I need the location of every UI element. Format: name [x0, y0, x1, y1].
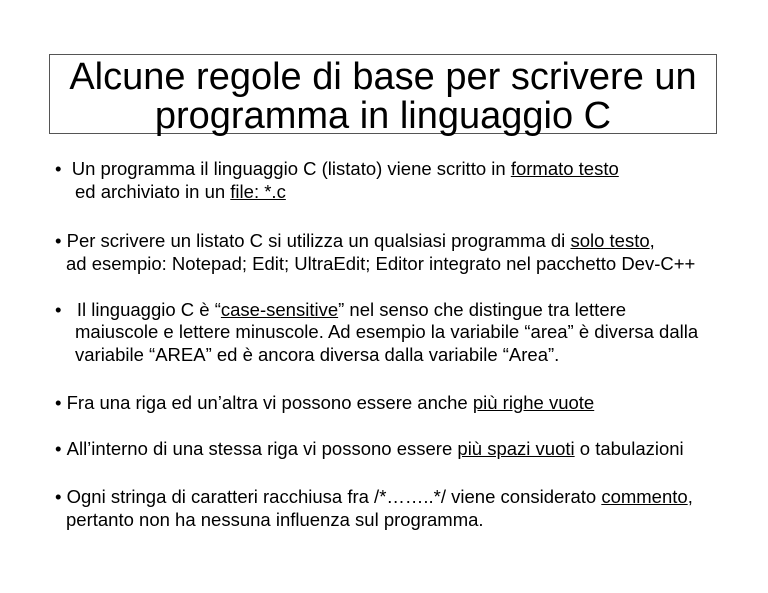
bullet-1-text-a: Un programma il linguaggio C (listato) viene scritto in	[71, 158, 511, 179]
bullet-2-text-a-post: ,	[649, 230, 655, 251]
bullet-6-line-1	[55, 486, 693, 508]
bullet-1-marker: •	[55, 158, 62, 179]
bullet-6-text-a-post: ,	[687, 486, 693, 507]
bullet-5-marker: •	[55, 438, 62, 459]
bullet-4-underline-a: più righe vuote	[472, 392, 595, 413]
bullet-5-text-a: All’interno di una stessa riga vi possono essere	[66, 438, 458, 459]
bullet-3-line-1	[55, 299, 626, 321]
bullet-2-line-2	[66, 253, 695, 275]
bullet-2-line-1	[55, 230, 655, 252]
bullet-1-line-1	[55, 158, 619, 180]
slide-title-line-1: Alcune regole di base per scrivere un	[69, 56, 697, 98]
bullet-5-text-a-post: o tabulazioni	[574, 438, 684, 459]
bullet-6-text-a: Ogni stringa di caratteri racchiusa fra /*……..*/ viene considerato	[66, 486, 602, 507]
bullet-6-line-2	[66, 509, 484, 531]
bullet-4-text-a: Fra una riga ed un’altra vi possono essere anche	[66, 392, 473, 413]
bullet-6-underline-a: commento	[601, 486, 688, 507]
bullet-2-underline-a: solo testo	[570, 230, 650, 251]
bullet-4-line-1	[55, 392, 594, 414]
bullet-2-marker: •	[55, 230, 62, 251]
bullet-1-underline-b: file: *.c	[230, 181, 286, 202]
bullet-3-text-a-post: ” nel senso che distingue tra lettere	[338, 299, 627, 320]
bullet-1-text-b: ed archiviato in un	[75, 181, 231, 202]
bullet-3-marker: •	[55, 299, 62, 320]
bullet-3-text-c: variabile “AREA” ed è ancora diversa dalla variabile “Area”.	[75, 344, 560, 365]
slide-title-line-2: programma in linguaggio C	[154, 95, 612, 137]
bullet-2-text-a: Per scrivere un listato C si utilizza un qualsiasi programma di	[66, 230, 571, 251]
bullet-6-marker: •	[55, 486, 62, 507]
bullet-5-underline-a: più spazi vuoti	[457, 438, 575, 459]
bullet-6-text-b: pertanto non ha nessuna influenza sul programma.	[66, 509, 484, 530]
bullet-2-text-b: ad esempio: Notepad; Edit; UltraEdit; Editor integrato nel pacchetto Dev-C++	[66, 253, 696, 274]
bullet-3-underline-a: case-sensitive	[220, 299, 339, 320]
bullet-1-underline-a: formato testo	[510, 158, 619, 179]
bullet-3-line-2	[75, 321, 698, 343]
bullet-3-text-a: Il linguaggio C è “	[76, 299, 221, 320]
bullet-5-line-1	[55, 438, 684, 460]
bullet-1-line-2	[75, 181, 286, 203]
bullet-3-text-b: maiuscole e lettere minuscole. Ad esempio la variabile “area” è diversa dalla	[75, 321, 699, 342]
bullet-4-marker: •	[55, 392, 62, 413]
bullet-3-line-3	[75, 344, 559, 366]
